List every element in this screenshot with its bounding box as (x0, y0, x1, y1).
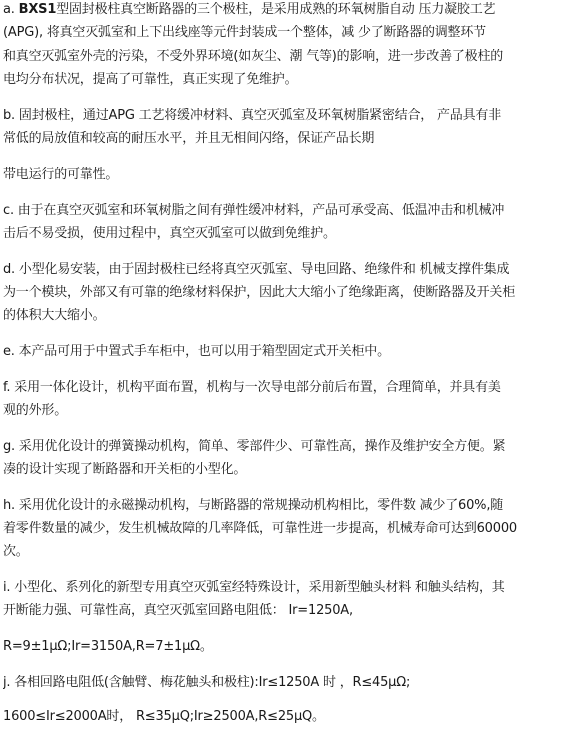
paragraph-d-line-1: d. 小型化易安装，由于固封极柱已经将真空灭弧室、导电回路、绝缘件和 机械支撑件集成 (3, 262, 510, 277)
paragraph-b-line-3: 带电运行的可靠性。 (3, 167, 119, 182)
paragraph-a-line-2: (APG), 将真空灭弧室和上下出线座等元件封装成一个整体，减 少了断路器的调整环节 (3, 25, 486, 40)
paragraph-a-line-4: 电均分布状况，提高了可靠性，真正实现了免维护。 (3, 72, 298, 87)
paragraph-g-line-2: 凑的设计实现了断路器和开关柜的小型化。 (3, 462, 247, 477)
paragraph-e-line-1: e. 本产品可用于中置式手车柜中，也可以用于箱型固定式开关柜中。 (3, 344, 390, 359)
paragraph-i-line-3: R=9±1μΩ;Ir=3150A,R=7±1μΩ。 (3, 639, 213, 654)
paragraph-a-line-1-text: 型固封极柱真空断路器的三个极柱，是采用成熟的环氧树脂自动 压力凝胶工艺 (56, 2, 496, 17)
paragraph-d-line-2: 为一个模块，外部又有可靠的绝缘材料保护，因此大大缩小了绝缘距离，使断路器及开关柜 (3, 285, 516, 300)
paragraph-h-line-1: h. 采用优化设计的永磁操动机构，与断路器的常规操动机构相比，零件数 减少了60%,随 (3, 498, 504, 513)
paragraph-c-line-2: 击后不易受损，使用过程中，真空灭弧室可以做到免维护。 (3, 226, 336, 241)
model-name: BXS1 (18, 2, 57, 17)
paragraph-d-line-3: 的体积大大缩小。 (3, 308, 106, 323)
paragraph-a-prefix: a. (3, 2, 19, 17)
paragraph-b-line-1: b. 固封极柱，通过APG 工艺将缓冲材料、真空灭弧室及环氧树脂紧密结合， 产品具有非 (3, 108, 501, 123)
paragraph-f-line-2: 观的外形。 (3, 403, 68, 418)
paragraph-f-line-1: f. 采用一体化设计，机构平面布置，机构与一次导电部分前后布置，合理简单，并具有美 (3, 380, 501, 395)
paragraph-j-line-1: j. 各相回路电阻低(含触臂、梅花触头和极柱):Ir≤1250A 时 ，R≤45μΩ; (3, 675, 411, 690)
paragraph-h-line-2: 着零件数量的减少，发生机械故障的几率降低，可靠性进一步提高，机械寿命可达到60000 (3, 521, 517, 536)
paragraph-c-line-1: c. 由于在真空灭弧室和环氧树脂之间有弹性缓冲材料，产品可承受高、低温冲击和机械冲 (3, 203, 505, 218)
paragraph-a-line-3: 和真空灭弧室外壳的污染，不受外界环境(如灰尘、潮 气等)的影响，进一步改善了极柱的 (3, 49, 504, 64)
paragraph-i-line-1: i. 小型化、系列化的新型专用真空灭弧室经特殊设计，采用新型触头材料 和触头结构，其 (3, 580, 505, 595)
paragraph-b-line-2: 常低的局放值和较高的耐压水平，并且无相间闪络，保证产品长期 (3, 131, 375, 146)
paragraph-a-line-1 (3, 2, 565, 18)
paragraph-i-line-2: 开断能力强、可靠性高，真空灭弧室回路电阻低： Ir=1250A, (3, 603, 353, 618)
paragraph-j-line-2: 1600≤Ir≤2000A时， R≤35μQ;Ir≥2500A,R≤25μQ。 (3, 709, 325, 724)
paragraph-h-line-3: 次。 (3, 544, 29, 559)
paragraph-g-line-1: g. 采用优化设计的弹簧操动机构，简单、零部件少、可靠性高，操作及维护安全方便。紧 (3, 439, 506, 454)
